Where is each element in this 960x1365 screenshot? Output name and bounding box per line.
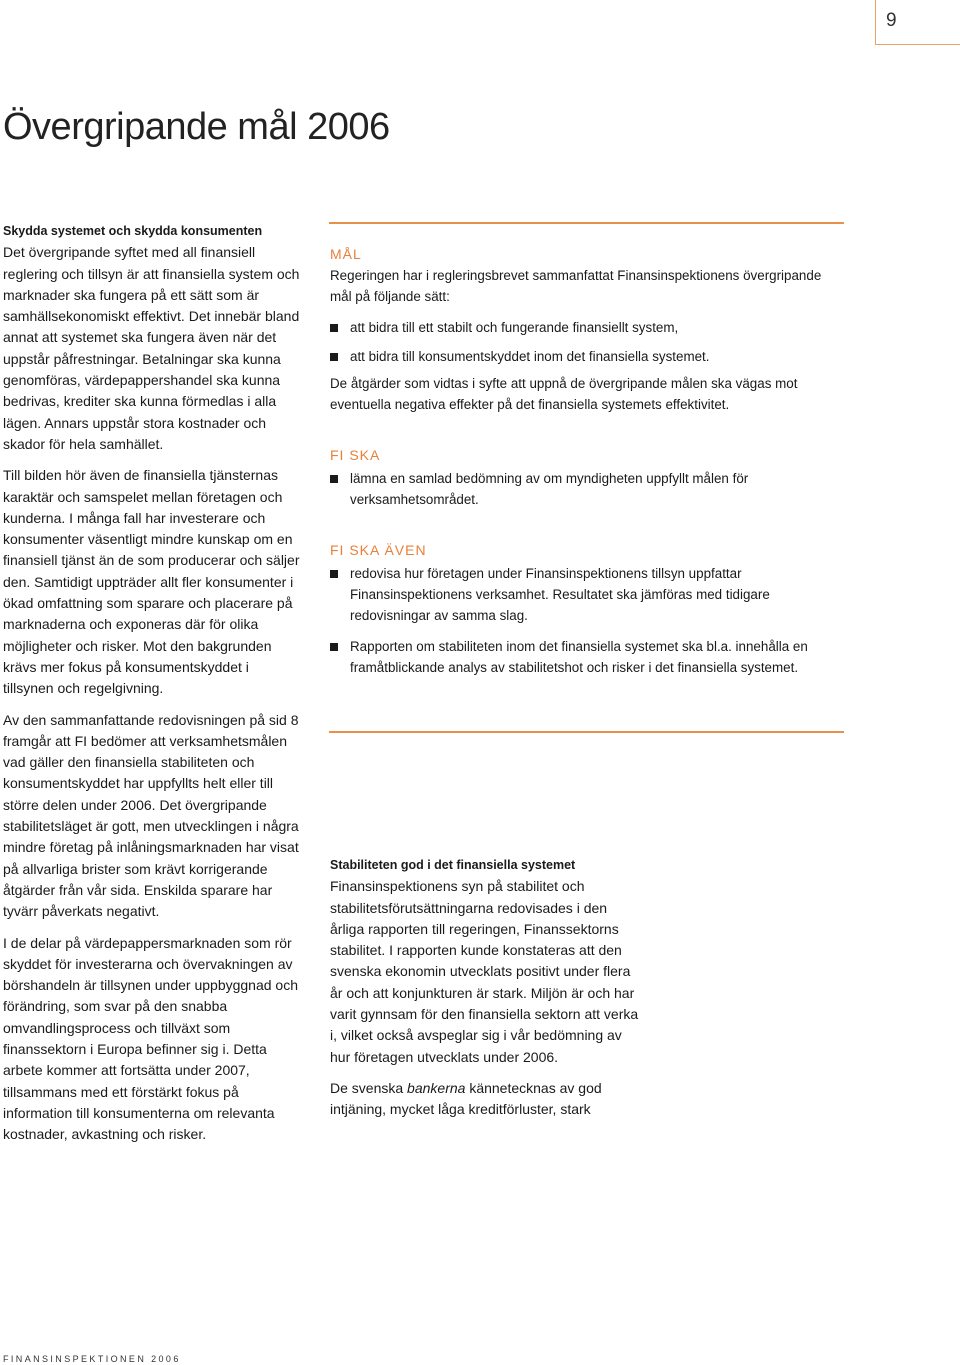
- mal-outro: De åtgärder som vidtas i syfte att uppnå de övergripande målen ska vägas mot eventuella negativa effekter på det finansiella systemets effektivitet.: [330, 376, 798, 412]
- goal-box-bottom-rule: [329, 731, 844, 733]
- mal-item-2: att bidra till konsumentskyddet inom det finansiella systemet.: [330, 346, 842, 367]
- mal-label: MÅL: [330, 246, 362, 262]
- stability-paragraph-2-emphasis: bankerna: [407, 1079, 466, 1096]
- page-title: Övergripande mål 2006: [3, 106, 390, 148]
- fi-ska-item-1: lämna en samlad bedömning av om myndigheten uppfyllt målen för verksamhetsområdet.: [330, 468, 842, 510]
- fi-ska-label: FI SKA: [330, 447, 381, 463]
- left-paragraph-1-text: Det övergripande syftet med all finansiell reglering och tillsyn är att finansiella system och marknader ska fungera på ett sätt som är samhällsekonomiskt effektivt. Det innebär bland annat att systemet ska fungera även när det uppstår påfrestningar. Betalningar ska kunna genomföras, värdepappershandel ska kunna bedrivas, krediter ska kunna förmedlas i alla lägen. Annars uppstår stora kostnader och skador för hela samhället.: [3, 244, 300, 452]
- left-paragraph-4: I de delar på värdepappersmarknaden som rör skyddet för investerarna och övervakningen av börshandeln är tillsynen under uppbyggnad och förändring, som svar på den snabba omvandlingsprocess och tillväxt som finanssektorn i Europa befinner sig i. Detta arbete kommer att fortsätta under 2007, tillsammans med ett förstärkt fokus på information till konsumenterna om relevanta kostnader, avkastning och risker.: [3, 934, 298, 1143]
- mal-item-1: att bidra till ett stabilt och fungerande finansiellt system,: [330, 317, 842, 338]
- fi-ska-list: [330, 468, 842, 510]
- left-paragraph-3: Av den sammanfattande redovisningen på sid 8 framgår att FI bedömer att verksamhetsmålen vad gäller den finansiella stabiliteten och konsumentskyddet har uppfyllts helt eller till större delen under 2006. Det övergripande stabilitetsläget är gott, men utvecklingen i några mindre företag på inlåningsmarknaden har visat på allvarliga brister som krävt korrigerande åtgärder från vår sida. Enskilda sparare har tyvärr påverkats negativt.: [3, 711, 299, 920]
- stability-paragraph-1: [330, 855, 640, 1068]
- fi-ska-aven-item-2: Rapporten om stabiliteten inom det finansiella systemet ska bl.a. innehålla en framåtblickande analys av stabilitetshot och risker i det finansiella systemet.: [330, 636, 842, 678]
- stability-paragraph-2: [330, 1078, 640, 1121]
- fi-ska-aven-label: FI SKA ÄVEN: [330, 542, 427, 558]
- footer: FINANSINSPEKTIONEN 2006: [3, 1354, 181, 1364]
- fi-ska-aven-item-1: redovisa hur företagen under Finansinspektionens tillsyn uppfattar Finansinspektionens verksamhet. Resultatet ska jämföras med tidigare redovisningar av samma slag.: [330, 563, 842, 626]
- page-number-box: [875, 0, 960, 45]
- left-column: [3, 221, 303, 1155]
- goal-box-top-rule: [329, 222, 844, 224]
- stability-paragraph-2-start: De svenska: [330, 1079, 408, 1096]
- mal-intro: Regeringen har i regleringsbrevet sammanfattat Finansinspektionens övergripande mål på följande sätt:: [330, 268, 822, 304]
- stability-paragraph-1-text: Finansinspektionens syn på stabilitet och stabilitetsförutsättningarna redovisades i den årliga rapporten till regeringen, Finanssektorns stabilitet. I rapporten kunde konstateras att den svenska ekonomin utvecklats positivt under flera år och att konjunkturen är stark. Miljön är och har varit gynnsam för den finansiella sektorn att verka i, vilket också avspeglar sig i vår bedömning av hur företagen utvecklats under 2006.: [330, 878, 639, 1065]
- stability-section: [330, 855, 640, 1131]
- stability-heading: Stabiliteten god i det finansiella systemet: [330, 858, 576, 872]
- goal-box: [330, 244, 842, 678]
- mal-list: [330, 317, 842, 367]
- left-paragraph-1: [3, 221, 303, 455]
- fi-ska-aven-list: [330, 563, 842, 678]
- left-paragraph-2: Till bilden hör även de finansiella tjänsternas karaktär och samspelet mellan företagen och kunderna. I många fall har investerare och konsumenter väsentligt mindre kunskap om en finansiell tjänst än de som producerar och säljer den. Samtidigt uppträder allt fler konsumenter i ökad omfattning som sparare och placerare på marknaderna och exponeras där för olika möjligheter och risker. Mot den bakgrunden krävs mer fokus på konsumentskyddet i tillsynen och regelgivning.: [3, 467, 300, 697]
- page-number: 9: [886, 10, 897, 31]
- left-heading: Skydda systemet och skydda konsumenten: [3, 224, 263, 238]
- stability-paragraph-2-end: kännetecknas av god intjäning, mycket låga kreditförluster, stark: [330, 1079, 602, 1118]
